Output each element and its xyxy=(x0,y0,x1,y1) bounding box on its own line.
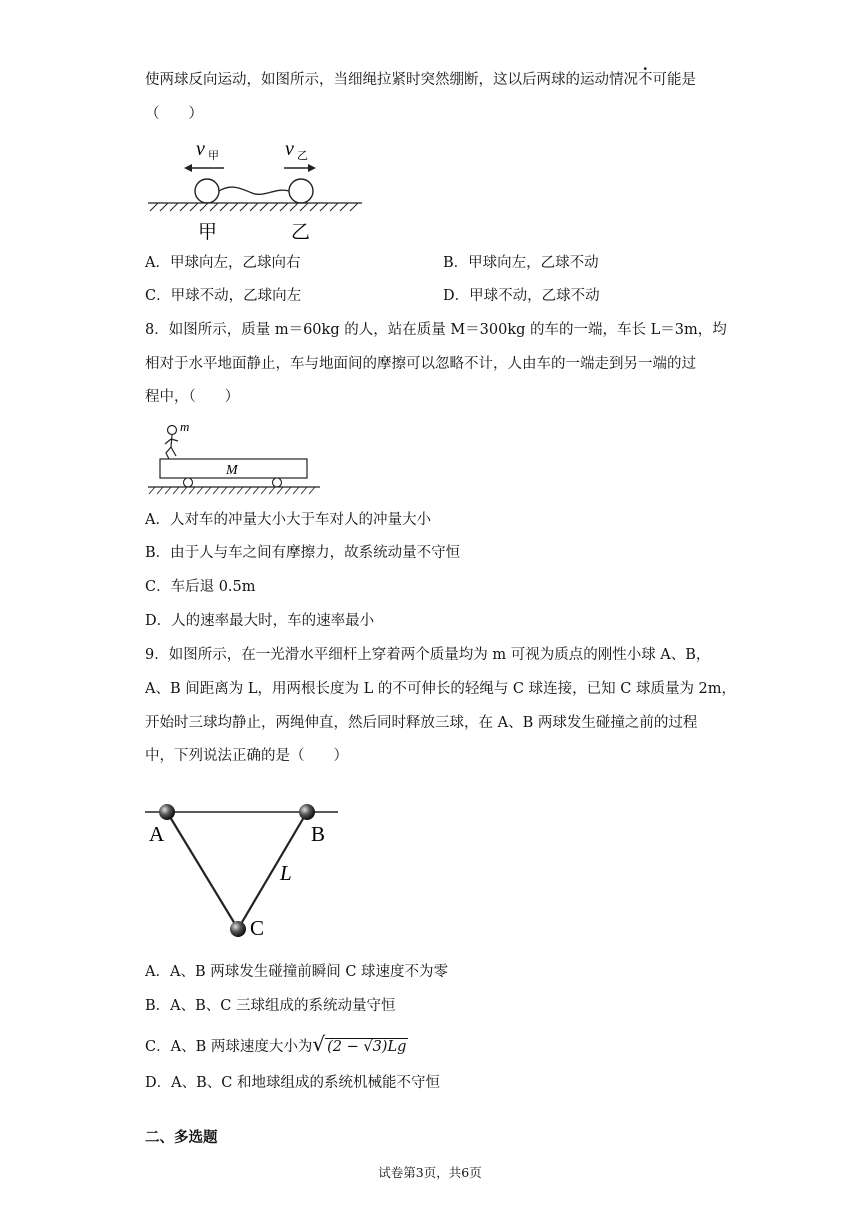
q9-line1: 9．如图所示，在一光滑水平细杆上穿着两个质量均为 m 可视为质点的刚性小球 A、B， xyxy=(145,647,711,663)
q9-option-c: C．A、B 两球速度大小为√ (2 − √3)Lg xyxy=(145,1032,407,1056)
svg-text:A: A xyxy=(149,822,165,846)
svg-text:L: L xyxy=(280,861,292,885)
q8-line2: 相对于水平地面静止，车与地面间的摩擦可以忽略不计，人由车的一端走到另一端的过 xyxy=(145,356,696,372)
rope-bc xyxy=(238,812,307,929)
q8-line3: 程中，（ ） xyxy=(145,389,240,405)
svg-text:C: C xyxy=(250,916,265,940)
q8-option-b: B．由于人与车之间有摩擦力，故系统动量不守恒 xyxy=(145,545,461,561)
svg-text:B: B xyxy=(311,822,326,846)
q9-line4: 中，下列说法正确的是（ ） xyxy=(145,748,348,764)
section-heading: 二、多选题 xyxy=(145,1129,218,1146)
string xyxy=(219,187,289,194)
q7-option-c: C．甲球不动，乙球向左 xyxy=(145,288,302,304)
q9-option-d: D．A、B、C 和地球组成的系统机械能不守恒 xyxy=(145,1075,440,1091)
svg-text:m: m xyxy=(180,419,190,434)
q8-option-a: A．人对车的冲量大小大于车对人的冲量大小 xyxy=(145,512,431,528)
q7-figure xyxy=(140,135,370,245)
svg-text:M: M xyxy=(226,463,238,478)
q8-option-d: D．人的速率最大时，车的速率最小 xyxy=(145,613,375,629)
svg-text:甲: 甲 xyxy=(208,149,219,162)
rope-ac xyxy=(167,812,238,929)
label-jia: 甲 xyxy=(198,221,218,243)
svg-text:乙: 乙 xyxy=(297,149,308,162)
q7-line1: 使两球反向运动，如图所示，当细绳拉紧时突然绷断，这以后两球的运动情况不可能是 xyxy=(145,72,696,88)
wheel-left xyxy=(184,478,193,487)
q9-option-a: A．A、B 两球发生碰撞前瞬间 C 球速度不为零 xyxy=(145,964,449,980)
ball-b xyxy=(299,804,315,820)
ball-jia xyxy=(195,179,219,203)
v-jia-label: v xyxy=(196,138,205,160)
sqrt-icon: √ xyxy=(312,1032,326,1056)
q9-line3: 开始时三球均静止，两绳伸直，然后同时释放三球，在 A、B 两球发生碰撞之前的过程 xyxy=(145,715,698,731)
person-head xyxy=(168,426,177,435)
q8-line1: 8．如图所示，质量 m＝60kg 的人，站在质量 M＝300kg 的车的一端，车长 L＝3m，均 xyxy=(145,322,727,338)
q9-figure xyxy=(140,795,350,950)
ball-a xyxy=(159,804,175,820)
wheel-right xyxy=(273,478,282,487)
person-icon xyxy=(165,435,178,459)
q7-option-a: A．甲球向左，乙球向右 xyxy=(145,255,301,271)
q7-option-d: D．甲球不动，乙球不动 xyxy=(443,288,600,304)
q7-option-b: B．甲球向左，乙球不动 xyxy=(443,255,599,271)
q8-option-c: C．车后退 0.5m xyxy=(145,579,256,595)
q9-line2: A、B 间距离为 L，用两根长度为 L 的不可伸长的轻绳与 C 球连接，已知 C 球质量为 2m， xyxy=(145,681,737,697)
ball-yi xyxy=(289,179,313,203)
q9-option-b: B．A、B、C 三球组成的系统动量守恒 xyxy=(145,998,396,1014)
q8-figure xyxy=(140,418,330,503)
q7-bracket: （ ） xyxy=(145,106,203,122)
formula: (2 − √3)Lg xyxy=(327,1039,407,1055)
label-yi: 乙 xyxy=(291,221,311,243)
ball-c xyxy=(230,921,246,937)
v-yi-label: v xyxy=(285,138,294,160)
page-footer: 试卷第3页，共6页 xyxy=(378,1165,482,1180)
